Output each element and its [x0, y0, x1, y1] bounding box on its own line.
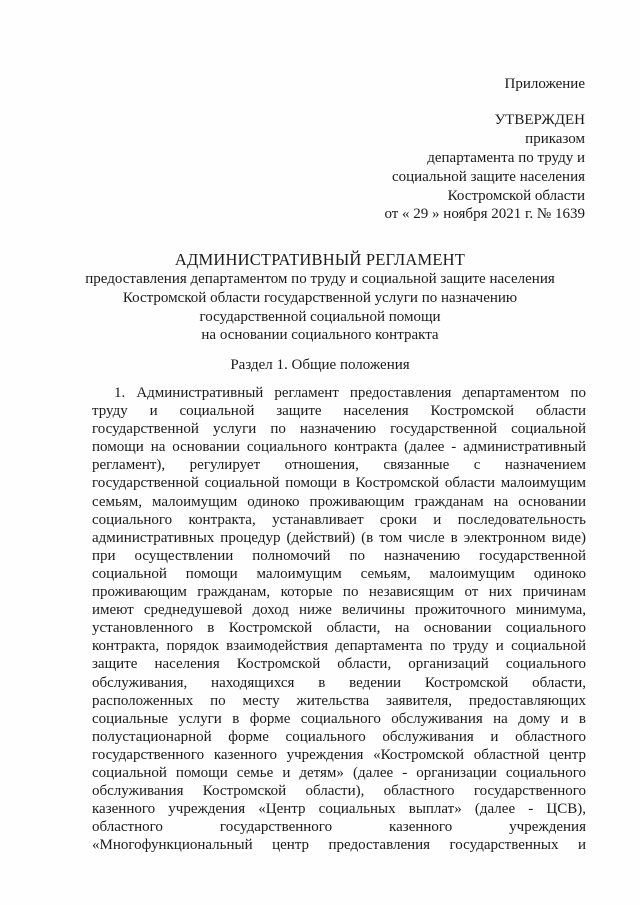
paragraph-line: защите населения Костромской области, организаций социального — [92, 656, 586, 673]
paragraph-line: государственного казенного учреждения «Костромской областной центр — [92, 746, 586, 763]
document-subtitle-line: на основании социального контракта — [201, 327, 439, 343]
paragraph-line: труду и социальной защите населения Костромской области — [92, 403, 586, 420]
section-heading: Раздел 1. Общие положения — [230, 357, 410, 373]
paragraph-line: государственной социальной помощи в Костромской области малоимущим — [92, 475, 586, 492]
paragraph-1 — [92, 384, 586, 854]
appendix-label: Приложение — [504, 76, 585, 92]
paragraph-line: социального контракта, устанавливает сроки и последовательность — [92, 511, 586, 528]
paragraph-line: регламент), регулирует отношения, связанные с назначением — [92, 457, 586, 474]
approved-label: УТВЕРЖДЕН — [494, 112, 585, 128]
paragraph-line: полустационарной форме социального обслуживания и областного — [92, 728, 586, 745]
paragraph-line: административных процедур (действий) (в том числе в электронном виде) — [92, 529, 586, 546]
paragraph-line: имеют среднедушевой доход ниже величины прожиточного минимума, — [92, 602, 586, 619]
approval-order-line: департамента по труду и — [427, 150, 585, 166]
approval-order-line: приказом — [525, 131, 585, 147]
document-title: АДМИНИСТРАТИВНЫЙ РЕГЛАМЕНТ — [174, 250, 466, 269]
paragraph-line: помощи на основании социального контракта (далее - административный — [92, 439, 586, 456]
document-subtitle-line: предоставления департаментом по труду и социальной защите населения — [85, 271, 555, 287]
paragraph-line: «Многофункциональный центр предоставления государственных и — [92, 837, 586, 854]
approval-order-line: социальной защите населения — [391, 169, 585, 185]
paragraph-line: при осуществлении полномочий по назначению государственной — [92, 547, 586, 564]
paragraph-line: семьям, малоимущим одиноко проживающим гражданам на основании — [92, 493, 586, 510]
paragraph-line: проживающим гражданам, которые по независящим от них причинам — [92, 584, 586, 601]
paragraph-line: социальной помощи малоимущим семьям, малоимущим одиноко — [92, 565, 586, 582]
document-subtitle-line: Костромской области государственной услуги по назначению — [122, 290, 518, 306]
paragraph-line: установленного в Костромской области, на основании социального — [92, 620, 586, 637]
paragraph-line: областного государственного казенного учреждения — [92, 819, 586, 836]
paragraph-line: государственной услуги по назначению государственной социальной — [92, 421, 586, 438]
paragraph-line: контракта, порядок взаимодействия департамента по труду и социальной — [92, 638, 586, 655]
paragraph-line: 1. Административный регламент предоставления департаментом по — [114, 385, 586, 401]
paragraph-line: обслуживания Костромской области), областного государственного — [92, 783, 586, 800]
paragraph-line: социальной помощи семье и детям» (далее - организации социального — [92, 764, 586, 781]
document-subtitle-line: государственной социальной помощи — [199, 309, 441, 325]
paragraph-line: социальные услуги в форме социального обслуживания на дому и в — [92, 710, 586, 727]
paragraph-line: обслуживания, находящихся в ведении Костромской области, — [92, 674, 586, 691]
paragraph-line: казенного учреждения «Центр социальных выплат» (далее - ЦСВ), — [92, 801, 586, 818]
approval-order-line: Костромской области — [447, 188, 585, 204]
paragraph-line: расположенных по месту жительства заявителя, предоставляющих — [92, 692, 586, 709]
approval-order-date: от « 29 » ноября 2021 г. № 1639 — [384, 206, 585, 222]
